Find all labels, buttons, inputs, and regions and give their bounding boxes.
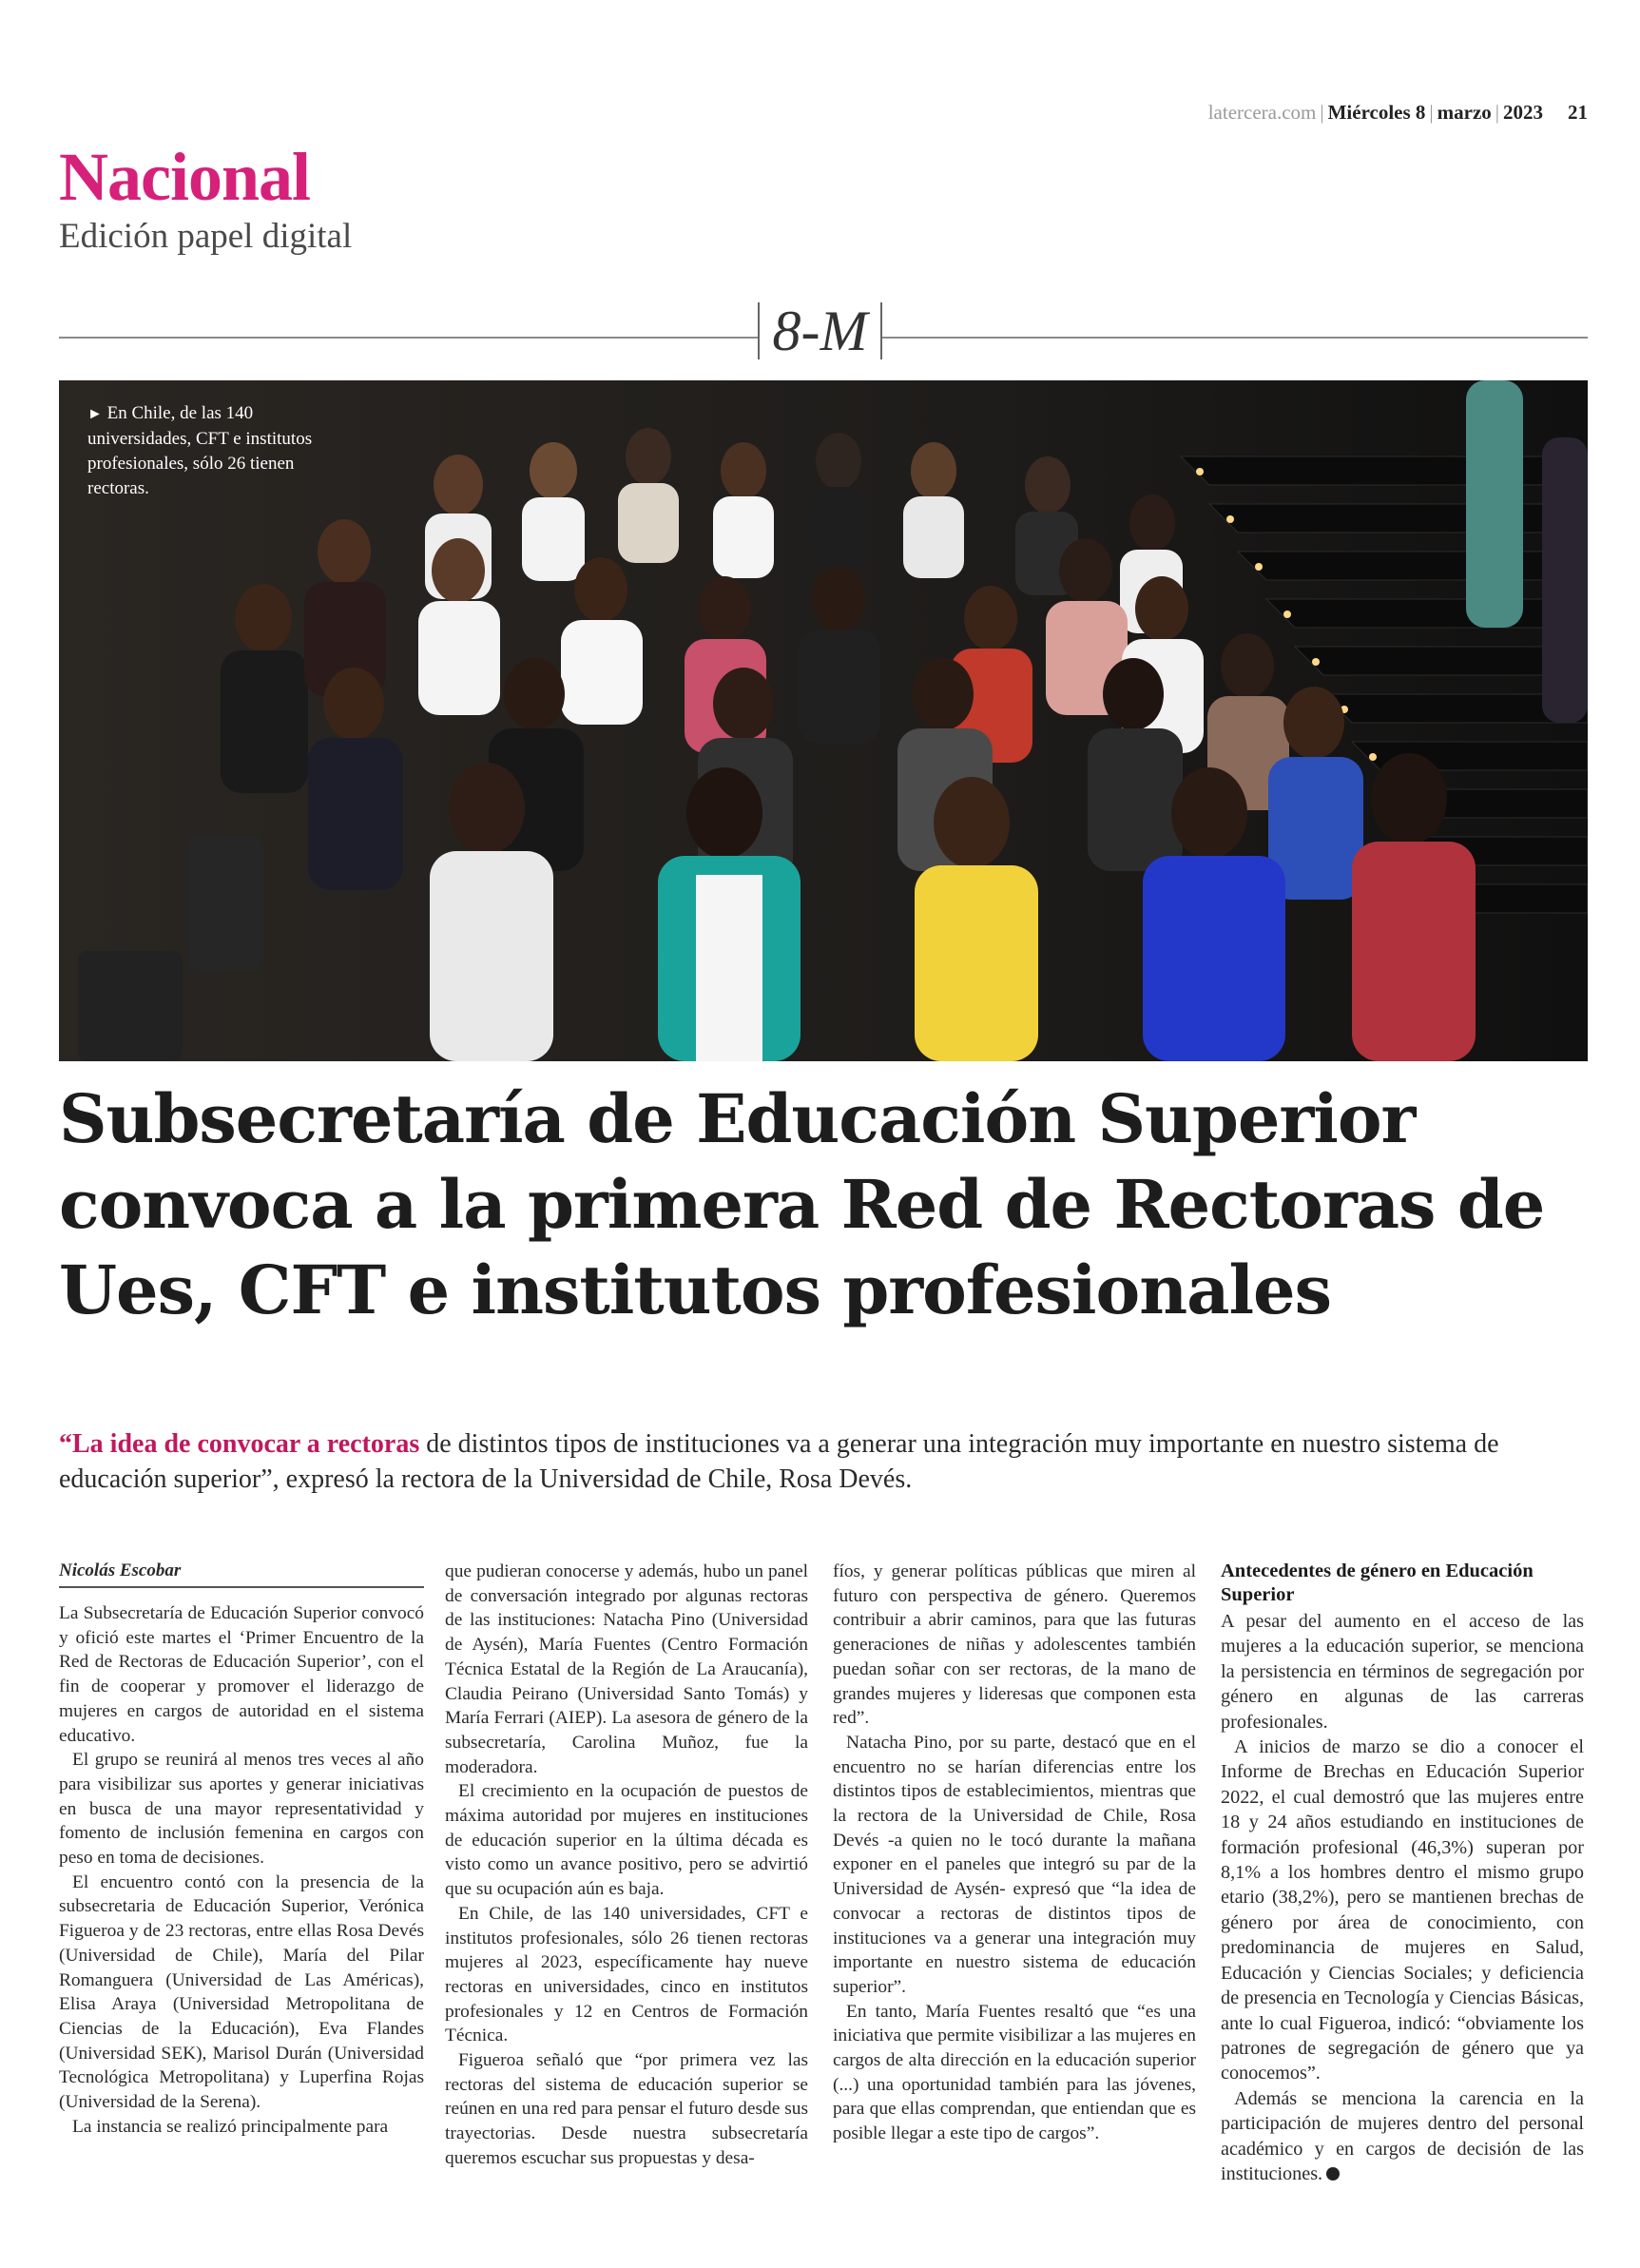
paragraph: En tanto, María Fuentes resaltó que “es una iniciativa que permite visibilizar a las mujeres en cargos de alta dirección en la educación superior (...) una oportunidad también para las jóvenes, para que ellas comprendan, que entiendan que es posible llegar a este tipo de cargos”. bbox=[833, 2001, 1196, 2144]
column-subheading: Antecedentes de género en Educación Superior bbox=[1221, 1560, 1534, 1605]
edition-label: Edición papel digital bbox=[59, 217, 353, 256]
section-title: Nacional bbox=[59, 139, 311, 215]
paragraph: El crecimiento en la ocupación de puestos de máxima autoridad por mujeres en instituciones de educación superior en la última década es visto como un avance positivo, pero se advirtió que su ocupación aún es baja. bbox=[445, 1781, 808, 1900]
article-photo bbox=[59, 380, 1588, 1061]
paragraph-text: Además se menciona la carencia en la participación de mujeres dentro del personal académico y en cargos de decisión de las instituciones. bbox=[1221, 2087, 1584, 2184]
byline: Nicolás Escobar bbox=[59, 1560, 424, 1588]
article-headline: Subsecretaría de Educación Superior convoca a la primera Red de Rectoras de Ues, CFT e institutos profesionales bbox=[59, 1079, 1545, 1329]
photo-caption: En Chile, de las 140 universidades, CFT e institutos profesionales, sólo 26 tienen rectoras. bbox=[87, 403, 313, 498]
paragraph: Natacha Pino, por su parte, destacó que en el encuentro no se harían diferencias entre los distintos tipos de establecimientos, mientras que la rectora de la Universidad de Chile, Rosa Devés -a quien no le tocó durante la mañana exponer en el paneles que integró su par de la Universidad de Aysén- expresó que “la idea de convocar a rectoras de distintos tipos de instituciones va a generar una integración muy importante en nuestro sistema de educación superior”. bbox=[833, 1732, 1196, 1997]
paragraph: A pesar del aumento en el acceso de las mujeres a la educación superior, se menciona la persistencia en términos de segregación por género en algunas de las carreras profesionales. bbox=[1221, 1611, 1584, 1733]
paragraph: El grupo se reunirá al menos tres veces al año para visibilizar sus aportes y generar iniciativas en busca de una mayor representatividad y fomento de inclusión femenina en cargos con peso en toma de decisiones. bbox=[59, 1750, 424, 1869]
site-name[interactable]: latercera.com bbox=[1207, 101, 1317, 124]
date-weekday: Miércoles 8 bbox=[1327, 101, 1426, 124]
page-number: 21 bbox=[1568, 101, 1588, 124]
end-mark-icon bbox=[1326, 2167, 1340, 2181]
article-column-3 bbox=[833, 1560, 1196, 2146]
kicker-label: 8-M bbox=[758, 302, 883, 359]
page-header-meta: latercera.com | Miércoles 8 | marzo | 2023 21 bbox=[1207, 101, 1588, 124]
paragraph: Figueroa señaló que “por primera vez las rectoras del sistema de educación superior se reúnen en una red para pensar el futuro desde sus trayectorias. Desde nuestra subsecretaría queremos escuchar sus propuestas y desa- bbox=[445, 2050, 808, 2168]
paragraph: El encuentro contó con la presencia de la subsecretaria de Educación Superior, Verónica Figueroa y de 23 rectoras, entre ellas Rosa Devés (Universidad de Chile), María del Pilar Romanguera (Universidad de Las Américas), Elisa Araya (Universidad Metropolitana de Ciencias de la Educación), Eva Flandes (Universidad SEK), Marisol Durán (Universidad Tecnológica Metropolitana) y Luperfina Rojas (Universidad de la Serena). bbox=[59, 1871, 424, 2113]
paragraph: En Chile, de las 140 universidades, CFT e institutos profesionales, sólo 26 tienen rectoras mujeres al 2023, específicamente hay nueve rectoras en universidades, cinco en institutos profesionales y 12 en Centros de Formación Técnica. bbox=[445, 1903, 808, 2046]
article-column-4 bbox=[1221, 1560, 1584, 2186]
date-year: 2023 bbox=[1503, 101, 1543, 124]
paragraph: La instancia se realizó principalmente para bbox=[72, 2116, 389, 2137]
paragraph: La Subsecretaría de Educación Superior convocó y ofició este martes el ‘Primer Encuentro de la Red de Rectoras de Educación Superior’, con el fin de cooperar y promover el liderazgo de mujeres en cargos de autoridad en el sistema educativo. bbox=[59, 1603, 424, 1746]
photo-caption-container bbox=[87, 401, 335, 501]
date-month: marzo bbox=[1437, 101, 1492, 124]
column-body bbox=[1221, 1609, 1584, 2186]
article-column-1 bbox=[59, 1560, 424, 2139]
article-lead bbox=[59, 1426, 1590, 1497]
paragraph-last bbox=[1221, 2086, 1584, 2187]
paragraph: fíos, y generar políticas públicas que miren al futuro con perspectiva de género. Queremos contribuir a abrir caminos, para que las futuras generaciones de niñas y adolescentes también puedan soñar con ser rectoras, de la mano de grandes mujeres y lideresas que componen esta red”. bbox=[833, 1561, 1196, 1729]
lead-highlight: “La idea de convocar a rectoras bbox=[59, 1429, 420, 1459]
paragraph: A inicios de marzo se dio a conocer el Informe de Brechas en Educación Superior 2022, el cual demostró que las mujeres entre 18 y 24 años estudiando en instituciones de formación profesional (46,3%) superan por 8,1% a los hombres dentro el mismo grupo etario (38,2%), pero se mantienen brechas de género por área de conocimiento, con predominancia de mujeres en Salud, Educación y Ciencias Sociales; y deficiencia de presencia en Tecnología y Ciencias Básicas, ante lo cual Figueroa, indicó: “obviamente los patrones de segregación de género que ya conocemos”. bbox=[1221, 1736, 1584, 2084]
kicker-container bbox=[0, 300, 1640, 362]
caption-arrow-icon: ► bbox=[87, 406, 103, 422]
paragraph: que pudieran conocerse y además, hubo un panel de conversación integrado por algunas rectoras de las instituciones: Natacha Pino (Universidad de Aysén), María Fuentes (Centro Formación Técnica Estatal de la Región de La Araucanía), Claudia Peirano (Universidad Santo Tomás) y María Ferrari (AIEP). La asesora de género de la subsecretaría, Carolina Muñoz, fue la moderadora. bbox=[445, 1561, 808, 1777]
article-column-2 bbox=[445, 1560, 808, 2171]
lead-text: de distintos tipos de instituciones va a generar una integración muy importante en nuestro sistema de educación superior”, expresó la rectora de la Universidad de Chile, Rosa Devés. bbox=[59, 1429, 1499, 1494]
